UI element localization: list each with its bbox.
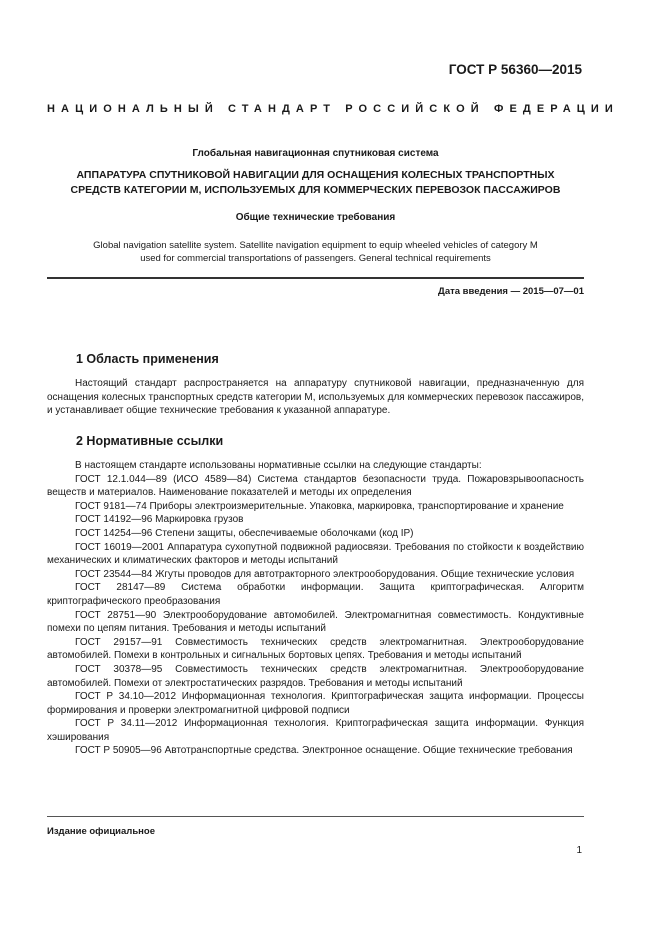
reference-item: ГОСТ 30378—95 Совместимость технических средств электромагнитная. Электрооборудование автомобилей. Помехи от электростатических разрядов. Требования и методы испытаний: [47, 663, 584, 689]
system-title: Глобальная навигационная спутниковая система: [192, 148, 439, 159]
top-divider: [47, 277, 584, 279]
introduction-date: Дата введения — 2015—07—01: [438, 286, 584, 297]
english-title-line: Global navigation satellite system. Satellite navigation equipment to equip wheeled vehicles of category M: [93, 240, 538, 251]
reference-item: ГОСТ 28147—89 Система обработки информации. Защита криптографическая. Алгоритм криптографического преобразования: [47, 582, 584, 607]
section-1-body: [47, 377, 584, 418]
reference-item: ГОСТ 14192—96 Маркировка грузов: [75, 514, 244, 526]
reference-item: ГОСТ 14254—96 Степени защиты, обеспечиваемые оболочками (код IP): [75, 527, 414, 539]
official-edition-label: Издание официальное: [47, 826, 155, 837]
document-subtitle: Общие технические требования: [235, 212, 396, 223]
reference-item: ГОСТ 16019—2001 Аппаратура сухопутной подвижной радиосвязи. Требования по стойкости к воздействию механических и климатических факторов и методы испытаний: [47, 541, 584, 567]
section-1-heading: 1 Область применения: [76, 352, 219, 366]
section-2-heading: 2 Нормативные ссылки: [76, 434, 224, 448]
document-title-line: АППАРАТУРА СПУТНИКОВОЙ НАВИГАЦИИ ДЛЯ ОСНАЩЕНИЯ КОЛЕСНЫХ ТРАНСПОРТНЫХ: [76, 169, 555, 181]
reference-item: ГОСТ 28751—90 Электрооборудование автомобилей. Электромагнитная совместимость. Кондуктивные помехи по цепям питания. Требования и методы испытаний: [47, 609, 584, 635]
document-code: ГОСТ Р 56360—2015: [448, 62, 582, 77]
reference-item: ГОСТ Р 34.10—2012 Информационная технология. Криптографическая защита информации. Процессы формирования и проверки электромагнитной цифровой подписи: [47, 691, 584, 716]
reference-item: ГОСТ 12.1.044—89 (ИСО 4589—84) Система стандартов безопасности труда. Пожаровзрывоопасность веществ и материалов. Наименование показателей и методы их определения: [47, 473, 584, 499]
english-title: [47, 239, 584, 265]
national-standard-heading: НАЦИОНАЛЬНЫЙ СТАНДАРТ РОССИЙСКОЙ ФЕДЕРАЦИИ: [47, 103, 619, 115]
reference-item: ГОСТ Р 50905—96 Автотранспортные средства. Электронное оснащение. Общие технические требования: [75, 745, 573, 757]
page-number: 1: [576, 845, 582, 856]
footer-divider: [47, 816, 584, 817]
reference-item: ГОСТ 29157—91 Совместимость технических средств электромагнитная. Электрооборудование автомобилей. Помехи в контрольных и сигнальных бортовых цепях. Требования и методы испытаний: [47, 636, 584, 662]
english-title-line: used for commercial transportations of passengers. General technical requirements: [140, 253, 491, 264]
reference-item: ГОСТ 9181—74 Приборы электроизмерительные. Упаковка, маркировка, транспортирование и хранение: [75, 500, 564, 512]
paragraph: В настоящем стандарте использованы нормативные ссылки на следующие стандарты:: [75, 460, 482, 471]
reference-item: ГОСТ 23544—84 Жгуты проводов для автотракторного электрооборудования. Общие технические условия: [75, 568, 575, 580]
reference-item: ГОСТ Р 34.11—2012 Информационная технология. Криптографическая защита информации. Функция хэширования: [47, 718, 584, 743]
paragraph: Настоящий стандарт распространяется на аппаратуру спутниковой навигации, предназначенную для оснащения колесных транспортных средств категории М, используемых для коммерческих перевозок пассажиров, и устанавливает общие технические требования к указанной аппаратуре.: [47, 378, 584, 417]
document-title-line: СРЕДСТВ КАТЕГОРИИ М, ИСПОЛЬЗУЕМЫХ ДЛЯ КОММЕРЧЕСКИХ ПЕРЕВОЗОК ПАССАЖИРОВ: [70, 184, 561, 196]
section-2-body: [47, 459, 584, 758]
document-title: [47, 168, 584, 198]
